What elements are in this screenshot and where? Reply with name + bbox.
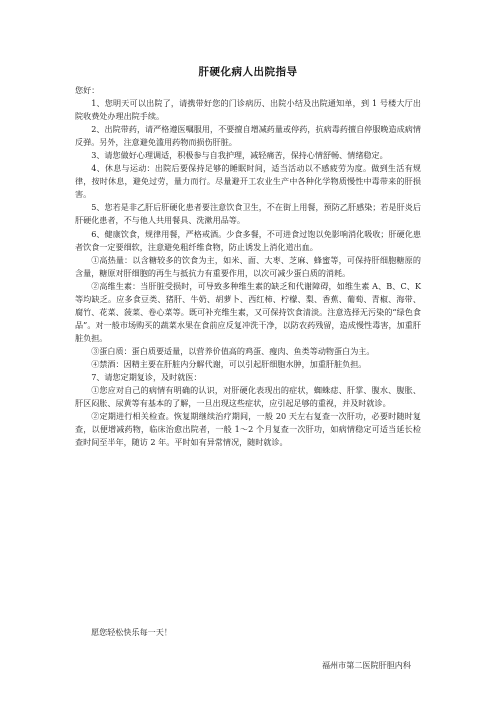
greeting: 您好： bbox=[75, 85, 100, 95]
paragraph-6-item-1: ①高热量：以含糖较多的饮食为主，如米、面、大枣、芝麻、蜂蜜等，可保持肝细胞糖原的含量，糖原对肝细胞的再生与抵抗力有重要作用，以次可减少蛋白质的消耗。 bbox=[75, 254, 421, 278]
signature: 福州市第二医院肝胆内科 bbox=[321, 660, 411, 670]
paragraph-6-item-4: ④禁酒：因精主要在肝脏内分解代谢，可以引起肝细胞水肿，加重肝脏负担。 bbox=[91, 358, 367, 369]
paragraph-7-item-1: ①您应对自己的病情有明确的认识，对肝硬化表现出的症状，蜘蛛痣、肝掌、腹水、腹胀、肝区闷胀、尿黄等有基本的了解，一旦出现这些症状，应引起足够的重视，并及时就诊。 bbox=[75, 385, 421, 409]
closing-wish: 愿您轻松快乐每一天！ bbox=[91, 627, 172, 637]
paragraph-5: 5、您若是非乙肝后肝硬化患者要注意饮食卫生，不在街上用餐，预防乙肝感染；若是肝炎后肝硬化患者，不与他人共用餐具、洗漱用品等。 bbox=[75, 202, 421, 226]
paragraph-7: 7、请您定期复诊，及时就医： bbox=[91, 372, 202, 383]
document-title: 肝硬化病人出院指导 bbox=[198, 66, 298, 78]
paragraph-4: 4、休息与运动：出院后要保持足够的睡眠时间，适当活动以不感疲劳为度。做到生活有规律，按时休息，避免过劳，量力而行。尽量避开工农业生产中各种化学物质慢性中毒带来的肝损害。 bbox=[75, 163, 421, 200]
document-body bbox=[75, 84, 421, 449]
paragraph-6: 6、健康饮食，规律用餐，严格戒酒。少食多餐，不可进食过饱以免影响消化吸收；肝硬化患者饮食一定要细软，注意避免粗纤维食物，防止诱发上消化道出血。 bbox=[75, 228, 421, 252]
paragraph-2: 2、出院带药，请严格遵医嘱服用，不要擅自增减药量或停药，抗病毒药擅自停服晚造成病情反弹。另外，注意避免滥用药物而损伤肝脏。 bbox=[75, 124, 421, 148]
paragraph-6-item-2: ②高维生素：当肝脏受损时，可导致多种维生素的缺乏和代谢障碍，如维生素 A、B、C、K 等均缺乏。应多食豆类、猪肝、牛奶、胡萝卜、西红柿、柠檬、梨、香蕉、葡萄、青椒、海带、腐竹、花菜、菠菜、卷心菜等。既可补充维生素，又可保持饮食清淡。注意选择无污染的“绿色食品”。对一般市场购买的蔬菜水果在食前应反复冲洗干净，以防农药残留，造成慢性毒害，加重肝脏负担。 bbox=[75, 280, 421, 343]
paragraph-6-item-3: ③蛋白质：蛋白质要适量，以营养价值高的鸡蛋、瘦肉、鱼类等动物蛋白为主。 bbox=[91, 345, 375, 356]
paragraph-7-item-2: ②定期进行相关检查。恢复期继续治疗期间，一般 20 天左右复查一次肝功，必要时随时复查，以便增减药物，临床治愈出院者，一般 1～2 个月复查一次肝功，如病情稳定可适当延长检查时间至半年，随访 2 年。平时如有异常情况，随时就诊。 bbox=[75, 411, 421, 448]
paragraph-1: 1、您明天可以出院了，请携带好您的门诊病历、出院小结及出院通知单，到 1 号楼大厅出院收费处办理出院手续。 bbox=[75, 98, 421, 122]
paragraph-3: 3、请您做好心理调适，积极参与自我护理，减轻痛苦，保持心情舒畅、情绪稳定。 bbox=[91, 150, 388, 161]
